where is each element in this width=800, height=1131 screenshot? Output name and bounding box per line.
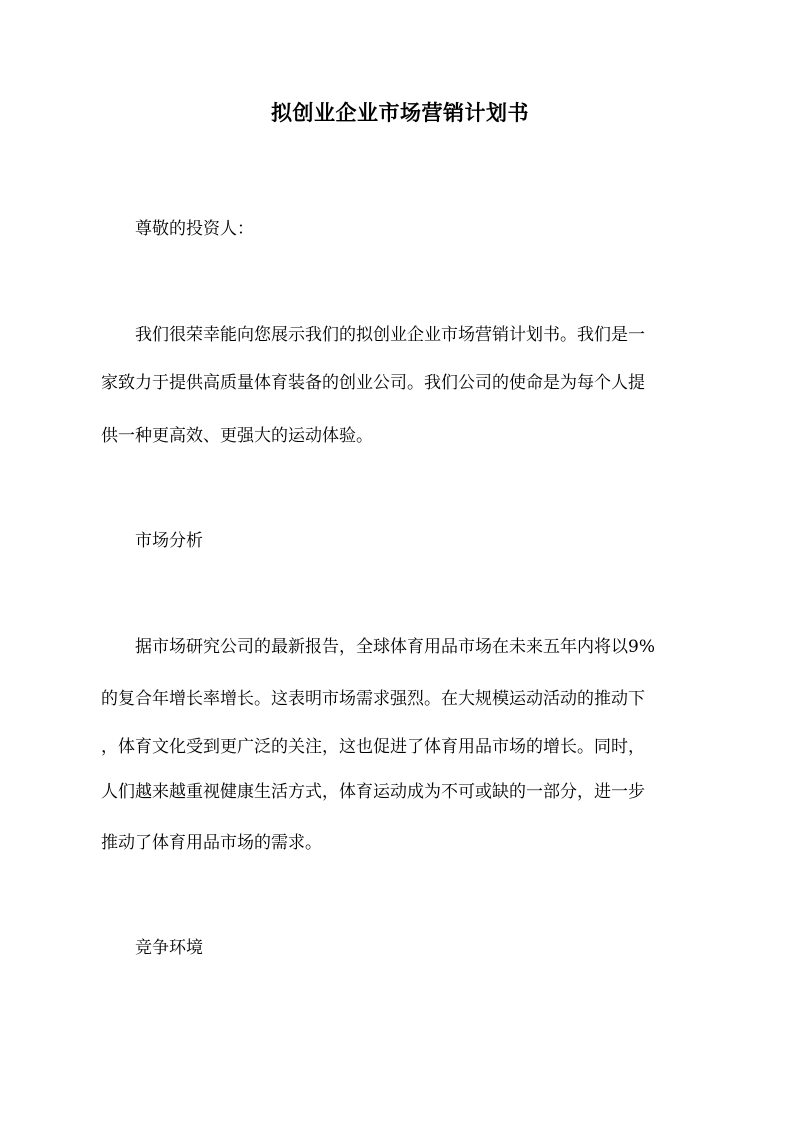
market-line: 的复合年增长率增长。这表明市场需求强烈。在大规模运动活动的推动下: [101, 689, 645, 709]
salutation: 尊敬的投资人：: [135, 219, 254, 239]
intro-line: 家致力于提供高质量体育装备的创业公司。我们公司的使命是为每个人提: [101, 373, 645, 393]
market-line: 据市场研究公司的最新报告，全球体育用品市场在未来五年内将以9%: [135, 637, 655, 657]
section-heading-competition: 竞争环境: [135, 938, 203, 958]
document-title: 拟创业企业市场营销计划书: [271, 100, 529, 125]
market-line: 推动了体育用品市场的需求。: [101, 833, 322, 853]
market-line: 人们越来越重视健康生活方式，体育运动成为不可或缺的一部分，进一步: [101, 782, 645, 802]
market-line: ，体育文化受到更广泛的关注，这也促进了体育用品市场的增长。同时，: [101, 737, 645, 757]
intro-line: 我们很荣幸能向您展示我们的拟创业企业市场营销计划书。我们是一: [135, 325, 645, 345]
section-heading-market: 市场分析: [135, 531, 203, 551]
intro-line: 供一种更高效、更强大的运动体验。: [101, 426, 373, 446]
